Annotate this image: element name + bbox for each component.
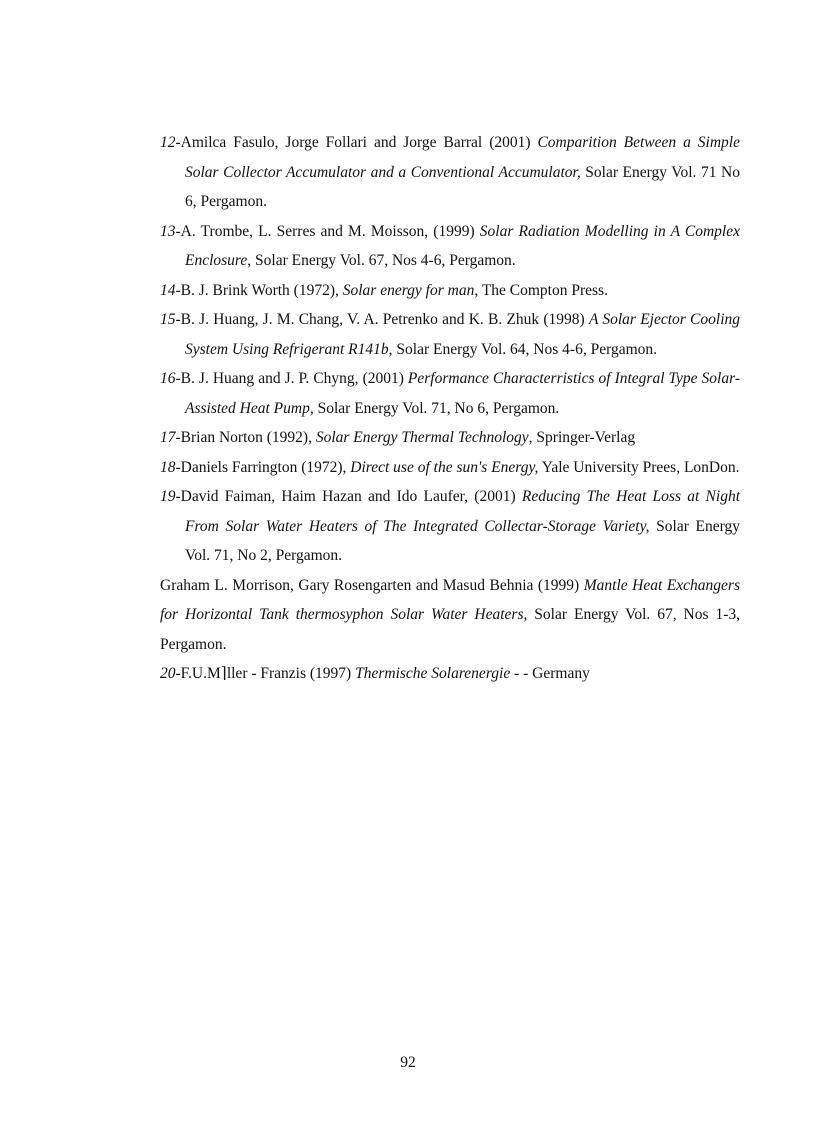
reference-title: Comparition Between a Simple Solar Collector Accumulator and a Conventional Accumulator,: [185, 134, 740, 181]
reference-authors: B. J. Huang and J. P. Chyng, (2001): [180, 370, 408, 387]
reference-title: Performance Characterristics of Integral Type Solar-Assisted Heat Pump,: [185, 370, 740, 417]
reference-number: 13-: [160, 222, 181, 240]
reference-title: Solar Radiation Modelling in A Complex Enclosure,: [185, 222, 741, 269]
reference-number: 15-: [160, 311, 181, 328]
reference-item: [160, 128, 740, 217]
reference-authors: Daniels Farrington (1972),: [180, 458, 351, 476]
reference-authors: Amilca Fasulo, Jorge Follari and Jorge Barral (2001): [180, 134, 538, 151]
reference-title: Thermische Solarenergie: [355, 665, 511, 682]
reference-authors: Brian Norton (1992),: [180, 429, 316, 446]
reference-title: Direct use of the sun's Energy,: [350, 458, 539, 476]
reference-source: , Springer-Verlag: [528, 429, 636, 446]
reference-item: [160, 571, 740, 660]
reference-source: - - Germany: [510, 665, 590, 682]
reference-item: [160, 482, 740, 571]
reference-number: 17-: [160, 429, 181, 446]
reference-source: Solar Energy Vol. 67, Nos 4-6, Pergamon.: [251, 252, 516, 269]
reference-item: [160, 305, 740, 364]
reference-source: Yale University Prees, LonDon.: [538, 458, 740, 476]
reference-title: Solar energy for man: [342, 281, 475, 299]
reference-authors: F.U.M⌉ller - Franzis (1997): [180, 665, 356, 682]
reference-number: 20-: [160, 665, 181, 682]
reference-source: , The Compton Press.: [474, 281, 608, 299]
reference-title: Solar Energy Thermal Technology: [315, 429, 529, 446]
reference-authors: B. J. Brink Worth (1972),: [180, 281, 343, 299]
reference-item: [160, 659, 740, 689]
reference-authors: David Faiman, Haim Hazan and Ido Laufer, (2001): [180, 488, 522, 505]
reference-number: 16-: [160, 370, 181, 387]
reference-authors: A. Trombe, L. Serres and M. Moisson, (1999): [180, 222, 480, 240]
reference-list: [160, 128, 740, 689]
reference-source: Solar Energy Vol. 67, Nos 1-3, Pergamon.: [160, 606, 740, 653]
reference-source: Solar Energy Vol. 71 No 6, Pergamon.: [185, 163, 740, 210]
reference-item: [160, 453, 740, 483]
reference-number: 19-: [160, 488, 181, 505]
reference-authors: B. J. Huang, J. M. Chang, V. A. Petrenko and K. B. Zhuk (1998): [180, 311, 589, 328]
reference-source: Solar Energy Vol. 71, No 2, Pergamon.: [185, 517, 740, 564]
reference-authors: Graham L. Morrison, Gary Rosengarten and Masud Behnia (1999): [160, 576, 584, 594]
reference-number: 18-: [160, 458, 181, 476]
reference-number: 12-: [160, 134, 181, 151]
reference-item: [160, 423, 740, 453]
reference-source: Solar Energy Vol. 64, Nos 4-6, Pergamon.: [392, 340, 658, 358]
reference-item: [160, 364, 740, 423]
reference-number: 14-: [160, 281, 181, 299]
reference-title: Reducing The Heat Loss at Night From Solar Water Heaters of The Integrated Collectar-Storage Variety,: [185, 488, 741, 535]
reference-title: Mantle Heat Exchangers for Horizontal Tank thermosyphon Solar Water Heaters,: [160, 576, 740, 623]
reference-source: Solar Energy Vol. 71, No 6, Pergamon.: [313, 399, 560, 417]
reference-item: [160, 217, 740, 276]
page-number: 92: [400, 1054, 416, 1071]
reference-title: A Solar Ejector Cooling System Using Refrigerant R141b,: [185, 311, 740, 358]
reference-item: [160, 276, 740, 306]
